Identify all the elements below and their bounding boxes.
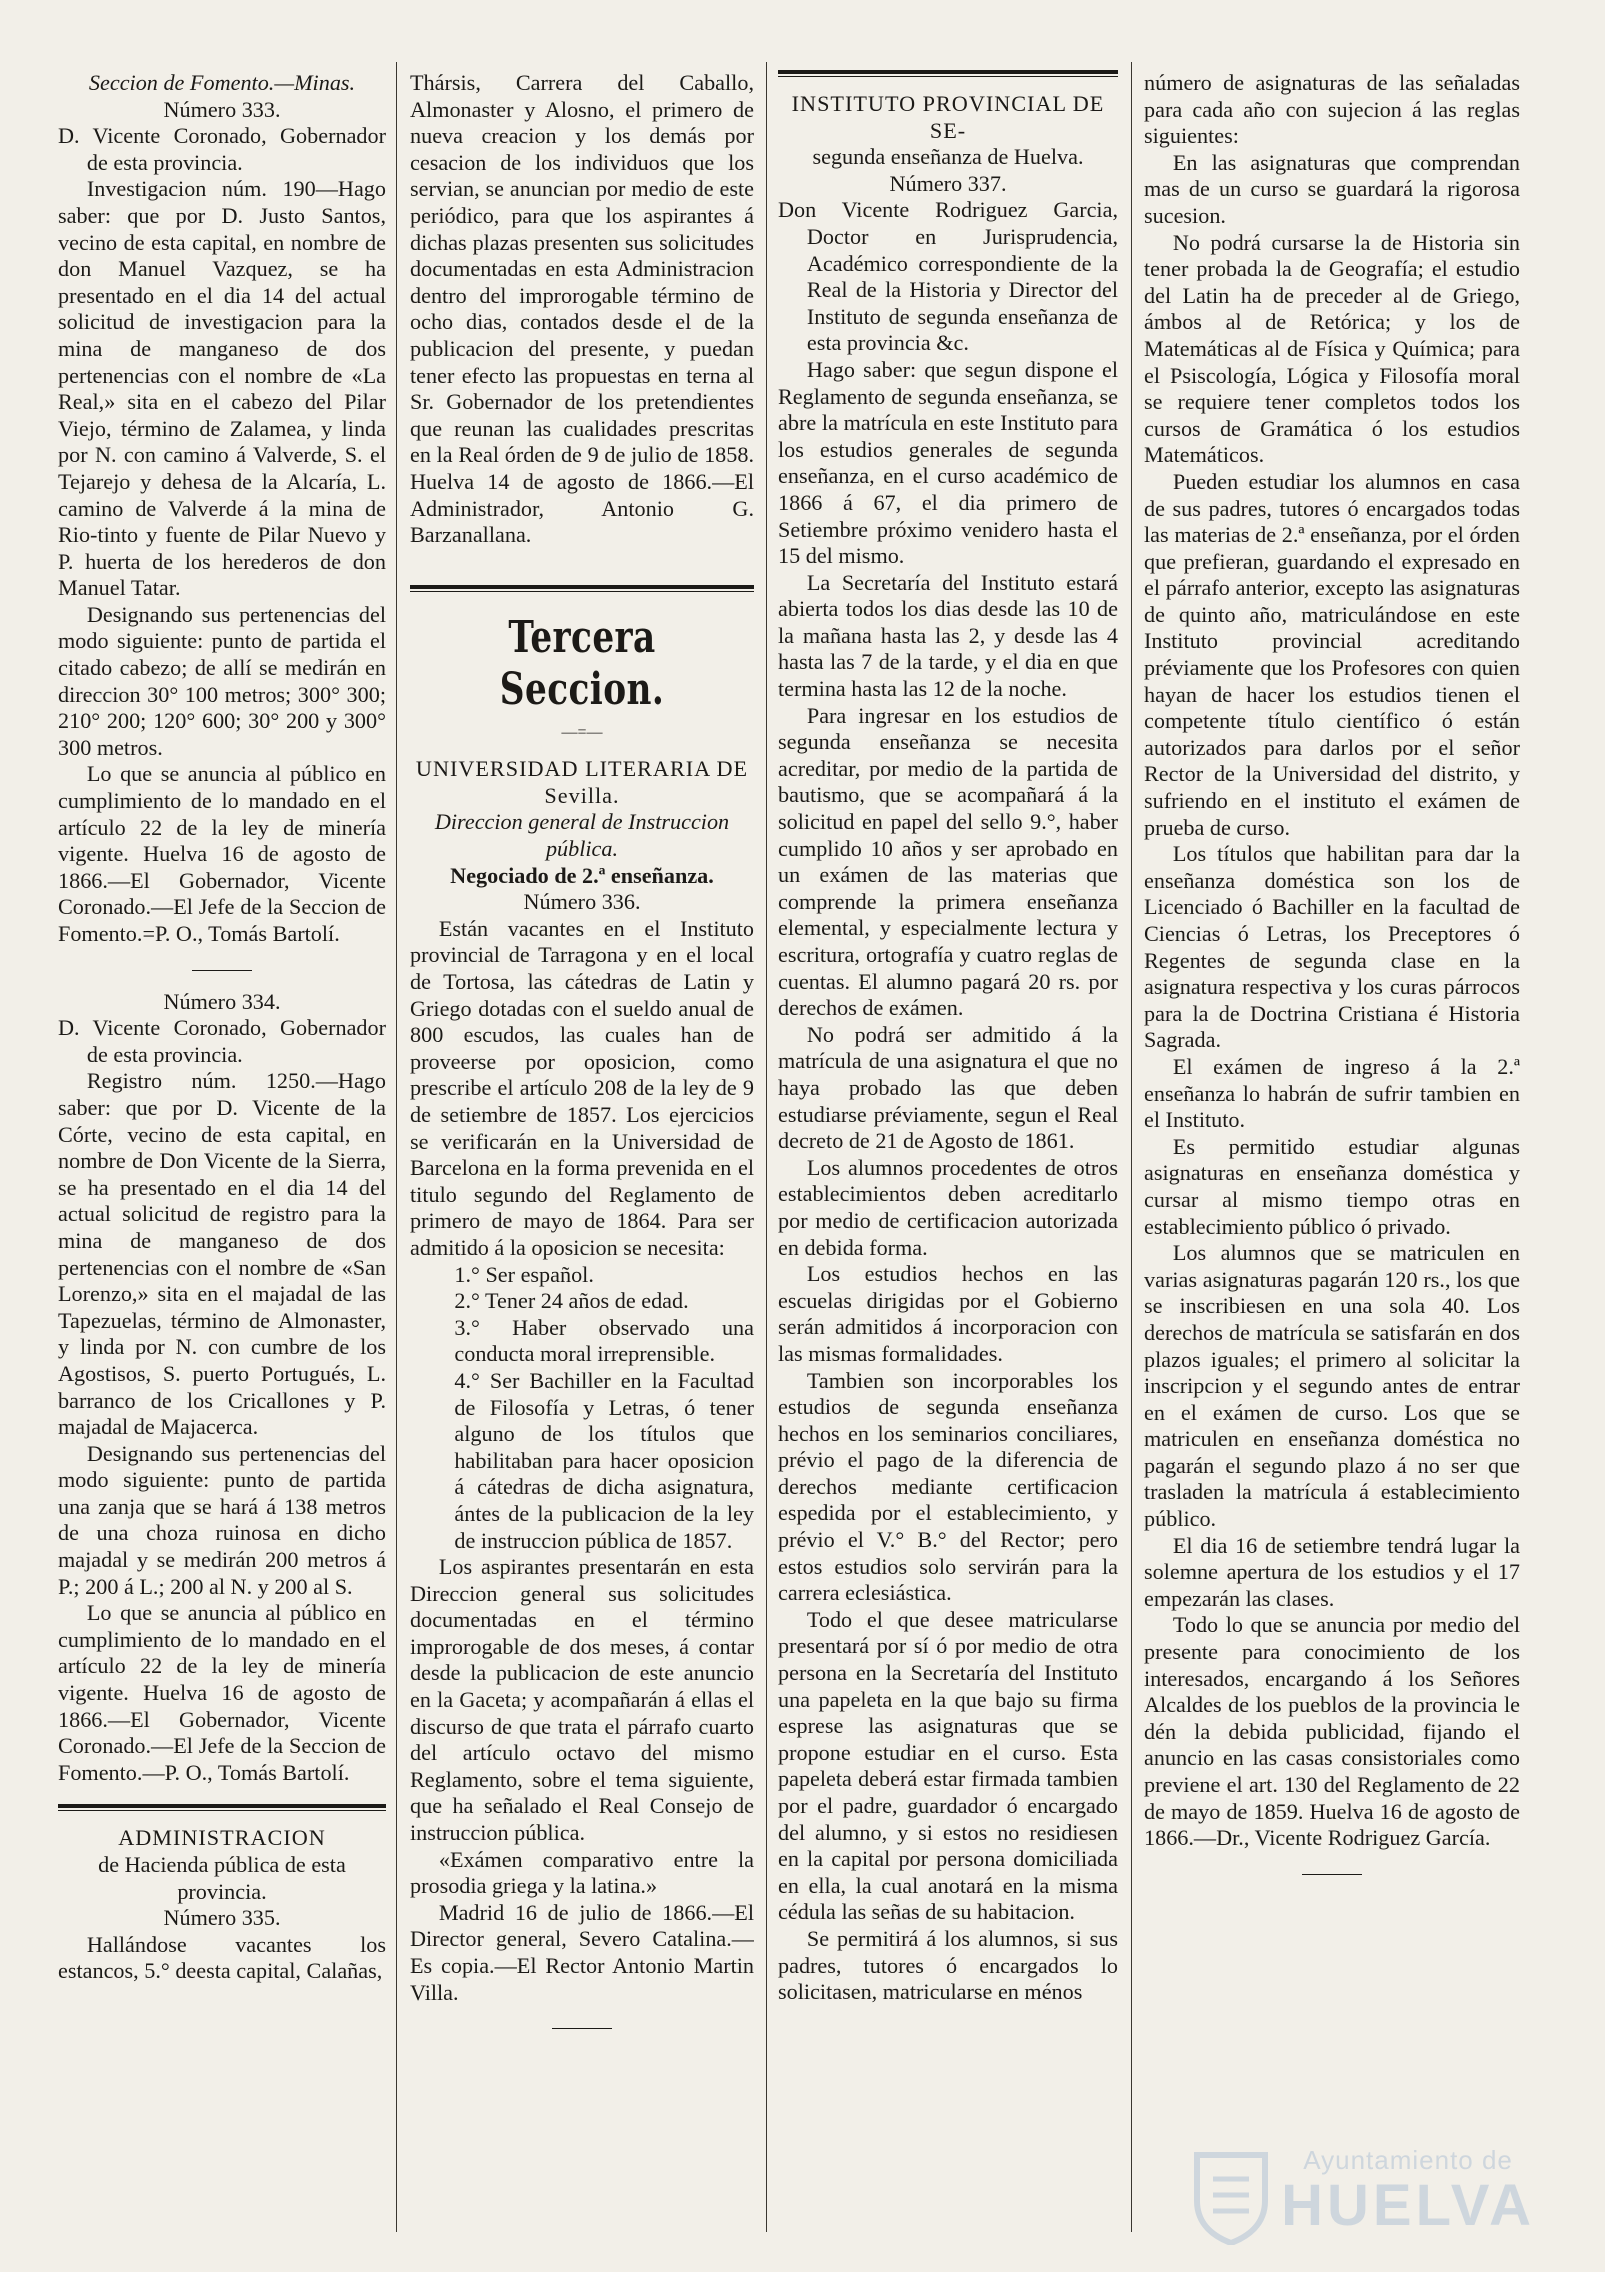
section-heading: Seccion de Fomento.—Minas. xyxy=(88,70,356,95)
notice-paragraph: No podrá cursarse la de Historia sin tener probada la de Geografía; el estudio del Latin ha de preceder al de Griego, ámbos al de Retórica; y los de Matemáticas al de Física y Química; para el Psiscología, Lógica y Filosofía moral se requiere tener completos todos los cursos de Gramática ó los estudios Matemáticos. xyxy=(1144,229,1520,468)
notice-paragraph: Todo lo que se anuncia por medio del presente para conocimiento de los interesados, encargando á los Señores Alcaldes de los pueblos de la provincia le dén la debida publicidad, fijando el anuncio en las casas consistoriales como previene el art. 130 del Reglamento de 22 de mayo de 1859. Huelva 16 de agosto de 1866.—Dr., Vicente Rodriguez García. xyxy=(1144,1612,1520,1851)
divider xyxy=(192,970,252,971)
watermark-city: HUELVA xyxy=(1281,2173,1535,2238)
requirement-item: 2.° Tener 24 años de edad. xyxy=(454,1288,689,1314)
notice-paragraph: El dia 16 de setiembre tendrá lugar la solemne apertura de los estudios y el 17 empezarán las clases. xyxy=(1144,1532,1520,1611)
column-separator xyxy=(766,62,767,2232)
notice-paragraph: Thársis, Carrera del Caballo, Almonaster y Alosno, el primero de nueva creacion y los demás por cesacion de los individuos que los servian, se anuncian por medio de este periódico, para que los aspirantes á dichas plazas presenten sus solicitudes documentadas en esta Administracion dentro del improrogable término de ocho dias, contados desde el de la publicacion del presente, y puedan tener efecto las propuestas en terna al Sr. Gobernador de los pretendientes que reunan las cualidades prescritas en la Real órden de 9 de julio de 1858. Huelva 14 de agosto de 1866.—El Administrador, Antonio G. Barzanallana. xyxy=(410,70,754,548)
notice-paragraph: Los aspirantes presentarán en esta Direccion general sus solicitudes documentadas en el término improrogable de dos meses, á contar desde la publicacion de este anuncio en la Gaceta; y acompañarán á ellas el discurso de que trata el párrafo cuarto del artículo octavo del mismo Reglamento, sobre el tema siguiente, que ha señalado el Real Consejo de instruccion pública. xyxy=(410,1554,754,1846)
notice-paragraph: Lo que se anuncia al público en cumplimiento de lo mandado en el artículo 22 de la ley de minería vigente. Huelva 16 de agosto de 1866.—El Gobernador, Vicente Coronado.—El Jefe de la Seccion de Fomento.—P. O., Tomás Bartolí. xyxy=(58,1600,386,1785)
watermark-top: Ayuntamiento de xyxy=(1303,2145,1513,2175)
notice-paragraph: Registro núm. 1250.—Hago saber: que por D. Vicente de la Córte, vecino de esta capital, en nombre de Don Vicente de la Sierra, se ha presentado en el dia 14 del actual solicitud de registro para la mina de manganeso de dos pertenencias con el nombre de «San Lorenzo,» sita en el majadal de las Tapezuelas, término de Almonaster, y linda por N. con cumbre de los Agostisos, S. puerto Portugués, L. barranco de los Cricallones y P. majadal de Majacerca. xyxy=(58,1068,386,1440)
notice-paragraph: Todo el que desee matricularse presentará por sí ó por medio de otra persona en la Secretaría del Instituto una papeleta en la que bajo su firma esprese las asignaturas que se propone estudiar en el curso. Esta papeleta deberá estar firmada tambien por el padre, guardador ó encargado del alumno, y si estos no residiesen en la capital por persona domiciliada en ella, la cual anotará en la misma cédula las señas de su habitacion. xyxy=(778,1606,1118,1925)
thick-divider xyxy=(410,585,754,592)
requirement-item: 3.° Haber observado una conducta moral irreprensible. xyxy=(454,1314,754,1367)
divider xyxy=(552,2028,612,2029)
admin-title: ADMINISTRACION xyxy=(118,1825,326,1851)
section-title: Tercera Seccion. xyxy=(499,611,665,715)
notice-paragraph: Pueden estudiar los alumnos en casa de sus padres, tutores ó encargados todas las materias de 2.ª enseñanza, por el órden que prefieran, guardando el expresado en el párrafo anterior, excepto las asignaturas de quinto año, matriculándose en este Instituto provincial acreditando préviamente que los Profesores con quien hayan de hacer los estudios tienen el competente título científico ó están autorizados para darlos por el señor Rector de la Universidad del distrito, y sufriendo en el instituto el exámen de prueba de curso. xyxy=(1144,468,1520,840)
notice-paragraph: Tambien son incorporables los estudios de segunda enseñanza hechos en los seminarios conciliares, prévio el pago de la diferencia de derechos mediante certificacion espedida por el establecimiento, y prévio el V.° B.° del Rector; pero estos estudios solo servirán para la carrera eclesiástica. xyxy=(778,1367,1118,1606)
shield-icon xyxy=(1191,2149,1271,2245)
notice-paragraph: Para ingresar en los estudios de segunda enseñanza se necesita acreditar, por medio de la partida de bautismo, que se acompañará á la solicitud en papel del sello 9.°, haber cumplido 10 años y ser aprobado en un exámen de las materias que comprende la primera enseñanza elemental, y especialmente lectura y escritura, ortografía y cuatro reglas de cuentas. El alumno pagará 20 rs. por derechos de exámen. xyxy=(778,702,1118,1021)
thick-divider xyxy=(58,1804,386,1811)
notice-paragraph: Investigacion núm. 190—Hago saber: que por D. Justo Santos, vecino de esta capital, en nombre de don Manuel Vazquez, se ha presentado en el dia 14 del actual solicitud de investigacion para la mina de manganeso de dos pertenencias con el nombre de «La Real,» sita en el cabezo del Pilar Viejo, término de Zalamea, y linda por N. con camino á Valverde, S. el Tejarejo y dehesa de la Alcaría, L. camino de Valverde á la mina de Rio-tinto y fuente de Pilar Nuevo y P. huerta de los herederos de don Manuel Tatar. xyxy=(58,176,386,601)
university-city: Sevilla. xyxy=(544,782,620,808)
institute-title: INSTITUTO PROVINCIAL DE SE- xyxy=(791,91,1105,143)
watermark xyxy=(1281,2145,1535,2236)
direccion-heading: Direccion general de Instruccion pública. xyxy=(434,809,730,862)
column-separator xyxy=(396,62,397,2232)
institute-subtitle: segunda enseñanza de Huelva. xyxy=(812,144,1084,170)
notice-number: Número 336. xyxy=(523,889,641,915)
notice-paragraph: En las asignaturas que comprendan mas de un curso se guardará la rigorosa sucesion. xyxy=(1144,149,1520,228)
notice-paragraph: Lo que se anuncia al público en cumplimiento de lo mandado en el artículo 22 de la ley de minería vigente. Huelva 16 de agosto de 1866.—El Gobernador, Vicente Coronado.—El Jefe de la Seccion de Fomento.=P. O., Tomás Bartolí. xyxy=(58,761,386,946)
notice-paragraph: La Secretaría del Instituto estará abierta todos los dias desde las 10 de la mañana hasta las 2, y desde las 4 hasta las 7 de la tarde, y el dia en que termina hasta las 12 de la noche. xyxy=(778,569,1118,702)
notice-paragraph: Designando sus pertenencias del modo siguiente: punto de partida el citado cabezo; de allí se medirán en direccion 30° 100 metros; 300° 300; 210° 200; 120° 600; 30° 200 y 300° 300 metros. xyxy=(58,601,386,760)
notice-paragraph: Designando sus pertenencias del modo siguiente: punto de partida una zanja que se hará á 138 metros de una choza ruinosa en dicho majadal y se medirán 200 metros á P.; 200 á L.; 200 al N. y 200 al S. xyxy=(58,1440,386,1599)
notice-paragraph: No podrá ser admitido á la matrícula de una asignatura el que no haya probado las que deben estudiarse préviamente, segun el Real decreto de 21 de Agosto de 1861. xyxy=(778,1021,1118,1154)
column-1 xyxy=(58,70,386,2242)
column-4 xyxy=(1144,70,1520,2242)
notice-paragraph: El exámen de ingreso á la 2.ª enseñanza lo habrán de sufrir tambien en el Instituto. xyxy=(1144,1053,1520,1133)
notice-paragraph: Hago saber: que segun dispone el Reglamento de segunda enseñanza, se abre la matrícula en este Instituto para los estudios generales de segunda enseñanza, en el curso académico de 1866 á 67, el dia primero de Setiembre próximo venidero hasta el 15 del mismo. xyxy=(778,356,1118,569)
requirement-item: 4.° Ser Bachiller en la Facultad de Filosofía y Letras, ó tener alguno de los títulos que habilitaban para hacer oposicion á cátedras de dicha asignatura, ántes de la publicacion de la ley de instruccion pública de 1857. xyxy=(454,1367,754,1553)
notice-paragraph: Se permitirá á los alumnos, si sus padres, tutores ó encargados lo solicitasen, matricularse en ménos xyxy=(778,1925,1118,2005)
thick-divider xyxy=(778,70,1118,77)
ornament: —=— xyxy=(561,723,603,741)
notice-paragraph: «Exámen comparativo entre la prosodia griega y la latina.» xyxy=(410,1846,754,1899)
notice-paragraph: Los alumnos procedentes de otros establecimientos deben acreditarlo por medio de certificacion autorizada en debida forma. xyxy=(778,1154,1118,1260)
university-title: UNIVERSIDAD LITERARIA DE xyxy=(415,756,749,782)
negociado-heading: Negociado de 2.ª enseñanza. xyxy=(450,862,714,888)
column-separator xyxy=(1131,62,1132,2232)
divider xyxy=(1302,1874,1362,1875)
notice-number: Número 337. xyxy=(889,170,1007,196)
notice-number: Número 335. xyxy=(163,1905,281,1931)
notice-paragraph: Están vacantes en el Instituto provincial de Tarragona y en el local de Tortosa, las cátedras de Latin y Griego dotadas con el sueldo anual de 800 escudos, las cuales han de proveerse por oposicion, como prescribe el artículo 208 de la ley de 9 de setiembre de 1857. Los ejercicios se verificarán en la Universidad de Barcelona en la forma prevenida en el titulo segundo del Reglamento de primero de mayo de 1864. Para ser admitido á la oposicion se necesita: xyxy=(410,915,754,1260)
column-3 xyxy=(778,70,1118,2242)
notice-paragraph: Es permitido estudiar algunas asignaturas en enseñanza doméstica y cursar al mismo tiempo otras en establecimiento público ó privado. xyxy=(1144,1133,1520,1239)
notice-paragraph: Hallándose vacantes los estancos, 5.° deesta capital, Calañas, xyxy=(58,1931,386,1984)
notice-number: Número 333. xyxy=(163,96,281,122)
notice-paragraph: número de asignaturas de las señaladas para cada año con sujecion á las reglas siguientes: xyxy=(1144,70,1520,149)
notice-paragraph: Los alumnos que se matriculen en varias asignaturas pagarán 120 rs., los que se inscribiesen en una sola 40. Los derechos de matrícula se satisfarán en dos plazos iguales; el primero al solicitar la inscripcion y el segundo antes de entrar en el exámen de curso. Los que se matriculen en enseñanza doméstica no pagarán el segundo plazo á no ser que trasladen la matrícula á establecimiento público. xyxy=(1144,1240,1520,1532)
notice-number: Número 334. xyxy=(163,988,281,1014)
notice-signer: D. Vicente Coronado, Gobernador de esta provincia. xyxy=(58,1015,386,1067)
requirement-item: 1.° Ser español. xyxy=(454,1261,594,1287)
notice-paragraph: Los estudios hechos en las escuelas dirigidas por el Gobierno serán admitidos á incorporacion con las mismas formalidades. xyxy=(778,1261,1118,1366)
notice-signer: D. Vicente Coronado, Gobernador de esta provincia. xyxy=(58,123,386,175)
notice-paragraph: Madrid 16 de julio de 1866.—El Director general, Severo Catalina.—Es copia.—El Rector Antonio Martin Villa. xyxy=(410,1899,754,2005)
column-2 xyxy=(410,70,754,2242)
notice-paragraph: Los títulos que habilitan para dar la enseñanza doméstica son los de Licenciado ó Bachiller en la facultad de Ciencias ó Letras, los Preceptores ó Regentes de segunda clase en la asignatura respectiva y los curas párrocos para la de Doctrina Cristiana é Historia Sagrada. xyxy=(1144,841,1520,1053)
admin-subtitle: de Hacienda pública de esta provincia. xyxy=(98,1852,346,1904)
notice-signer: Don Vicente Rodriguez Garcia, Doctor en Jurisprudencia, Académico correspondiente de la Real de la Historia y Director del Instituto de segunda enseñanza de esta provincia &c. xyxy=(778,197,1118,356)
